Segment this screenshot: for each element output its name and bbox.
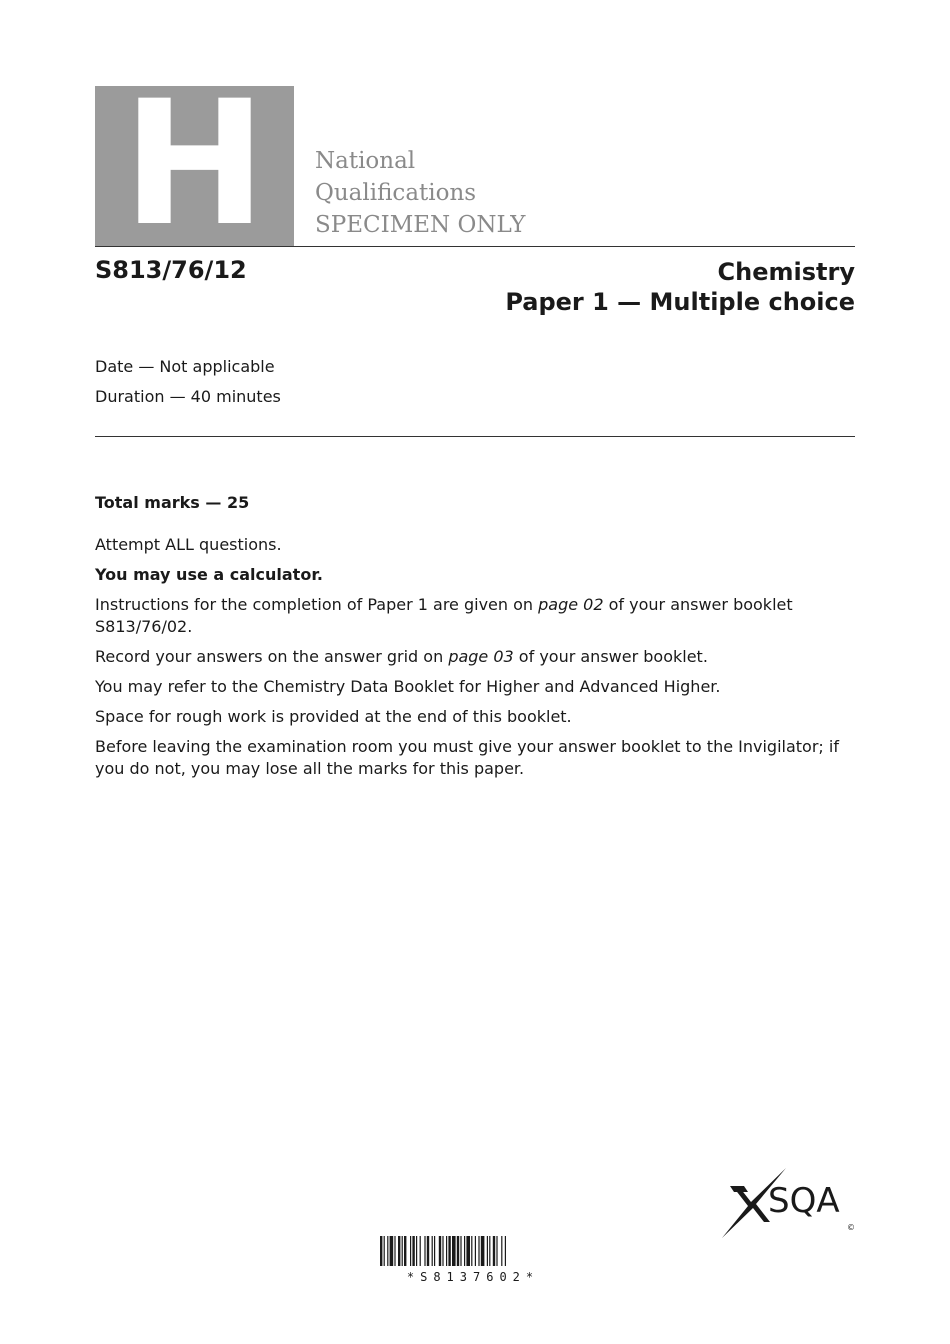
barcode-bar — [416, 1236, 417, 1266]
barcode-bar — [487, 1236, 488, 1266]
barcode-bar — [475, 1236, 476, 1266]
level-letter: H — [122, 86, 267, 246]
instruction-record: Record your answers on the answer grid on page 03 of your answer booklet. — [95, 647, 708, 666]
barcode-bar — [394, 1236, 395, 1266]
barcode-bar — [478, 1236, 479, 1266]
barcode-bar — [464, 1236, 465, 1266]
middle-divider — [95, 436, 855, 437]
barcode-bar — [460, 1236, 461, 1266]
instruction-leaving: Before leaving the examination room you must give your answer booklet to the Invigilator; if you do not, you may lose all the marks for this paper. — [95, 737, 839, 778]
barcode-bar — [501, 1236, 502, 1266]
qualification-title — [315, 145, 525, 241]
barcode-bar — [439, 1236, 441, 1266]
qualification-line: Qualifications — [315, 180, 477, 206]
barcode-bar — [398, 1236, 400, 1266]
copyright-mark: © — [847, 1223, 855, 1232]
barcode-bar — [452, 1236, 456, 1266]
instruction-rough-work: Space for rough work is provided at the end of this booklet. — [95, 707, 572, 726]
level-block — [95, 86, 294, 246]
qualification-line: National — [315, 148, 416, 174]
instructions — [95, 492, 855, 788]
sqa-logo-text: SQA — [768, 1181, 840, 1221]
barcode-bar — [505, 1236, 506, 1266]
barcode-text: *S8137602* — [406, 1270, 540, 1284]
barcode-bar — [434, 1236, 435, 1266]
duration-line: Duration — 40 minutes — [95, 387, 281, 406]
barcode-bar — [380, 1236, 382, 1266]
instruction-completion: Instructions for the completion of Paper 1 are given on page 02 of your answer booklet S813/76/02. — [95, 595, 793, 636]
barcode-bar — [432, 1236, 433, 1266]
total-marks: Total marks — 25 — [95, 493, 250, 512]
barcode-bar — [493, 1236, 495, 1266]
barcode-bar — [387, 1236, 388, 1266]
barcode-bar — [412, 1236, 414, 1266]
instruction-calculator: You may use a calculator. — [95, 565, 323, 584]
paper-code: S813/76/12 — [95, 256, 247, 284]
barcode-bar — [471, 1236, 472, 1266]
exam-meta — [95, 352, 281, 412]
barcode-bar — [410, 1236, 411, 1266]
instruction-data-booklet: You may refer to the Chemistry Data Booklet for Higher and Advanced Higher. — [95, 677, 721, 696]
subject-title: Chemistry — [717, 258, 855, 286]
subject-heading — [505, 257, 855, 317]
barcode-bar — [496, 1236, 497, 1266]
barcode-bar — [448, 1236, 450, 1266]
barcode-bar — [427, 1236, 429, 1266]
barcode-bar — [420, 1236, 421, 1266]
barcode-bar — [481, 1236, 485, 1266]
sqa-logo — [720, 1166, 860, 1240]
paper-title: Paper 1 — Multiple choice — [505, 288, 855, 316]
barcode-bar — [446, 1236, 447, 1266]
barcode-bar — [466, 1236, 470, 1266]
qualification-line: SPECIMEN ONLY — [315, 212, 526, 238]
barcode-bar — [457, 1236, 459, 1266]
barcode-bar — [489, 1236, 490, 1266]
top-divider — [95, 246, 855, 247]
barcode-bar — [384, 1236, 385, 1266]
barcode-bar — [402, 1236, 403, 1266]
instruction-attempt: Attempt ALL questions. — [95, 535, 282, 554]
barcode-bar — [404, 1236, 406, 1266]
date-line: Date — Not applicable — [95, 357, 275, 376]
barcode-bar — [424, 1236, 425, 1266]
barcode-bar — [390, 1236, 394, 1266]
barcode-bars — [380, 1236, 506, 1266]
barcode — [378, 1236, 568, 1286]
barcode-bar — [442, 1236, 443, 1266]
